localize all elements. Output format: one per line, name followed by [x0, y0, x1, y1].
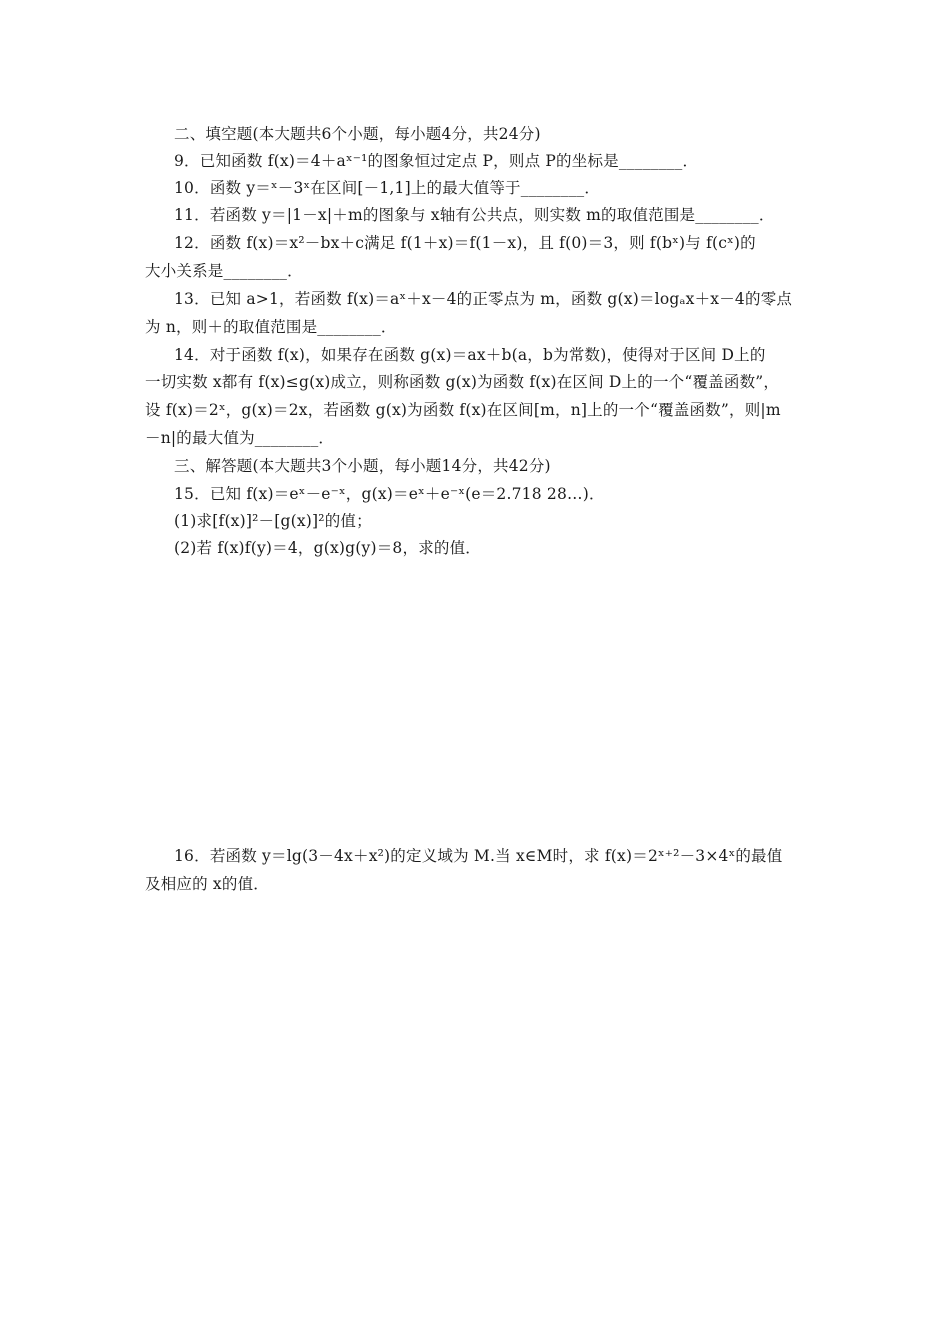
question-12-line-2: 大小关系是________．	[145, 262, 303, 280]
question-13-line-2: 为 n，则＋的取值范围是________．	[145, 318, 397, 336]
question-14-line-3: 设 f(x)＝2ˣ，g(x)＝2x，若函数 g(x)为函数 f(x)在区间[m，n]上的一个“覆盖函数”，则|m	[145, 401, 781, 419]
section-2-heading: 二、填空题(本大题共6个小题，每小题4分，共24分)	[174, 125, 541, 143]
question-9: 9．已知函数 f(x)＝4＋aˣ⁻¹的图象恒过定点 P，则点 P的坐标是________．	[174, 152, 699, 170]
question-14-line-1: 14．对于函数 f(x)，如果存在函数 g(x)＝ax＋b(a，b为常数)，使得对于区间 D上的	[174, 346, 766, 364]
question-12-line-1: 12．函数 f(x)＝x²－bx＋c满足 f(1＋x)＝f(1－x)，且 f(0)＝3，则 f(bˣ)与 f(cˣ)的	[174, 234, 756, 252]
question-16-line-1: 16．若函数 y＝lg(3－4x＋x²)的定义域为 M.当 x∈M时，求 f(x)＝2ˣ⁺²－3×4ˣ的最值	[174, 847, 783, 865]
question-15-part-1: (1)求[f(x)]²－[g(x)]²的值；	[174, 512, 372, 530]
section-3-heading: 三、解答题(本大题共3个小题，每小题14分，共42分)	[174, 457, 551, 475]
question-15-part-2: (2)若 f(x)f(y)＝4，g(x)g(y)＝8，求的值．	[174, 539, 481, 557]
question-11: 11．若函数 y＝|1－x|＋m的图象与 x轴有公共点，则实数 m的取值范围是________．	[174, 206, 775, 224]
question-10: 10．函数 y＝ˣ－3ˣ在区间[－1,1]上的最大值等于________．	[174, 179, 601, 197]
question-14-line-2: 一切实数 x都有 f(x)≤g(x)成立，则称函数 g(x)为函数 f(x)在区间 D上的一个“覆盖函数”，	[145, 373, 780, 391]
question-16-line-2: 及相应的 x的值．	[145, 875, 269, 893]
question-15: 15．已知 f(x)＝eˣ－e⁻ˣ，g(x)＝eˣ＋e⁻ˣ(e＝2.718 28…)．	[174, 485, 605, 503]
question-14-line-4: －n|的最大值为________．	[145, 429, 335, 447]
question-13-line-1: 13．已知 a>1，若函数 f(x)＝aˣ＋x－4的正零点为 m，函数 g(x)＝logₐx＋x－4的零点	[174, 290, 793, 308]
